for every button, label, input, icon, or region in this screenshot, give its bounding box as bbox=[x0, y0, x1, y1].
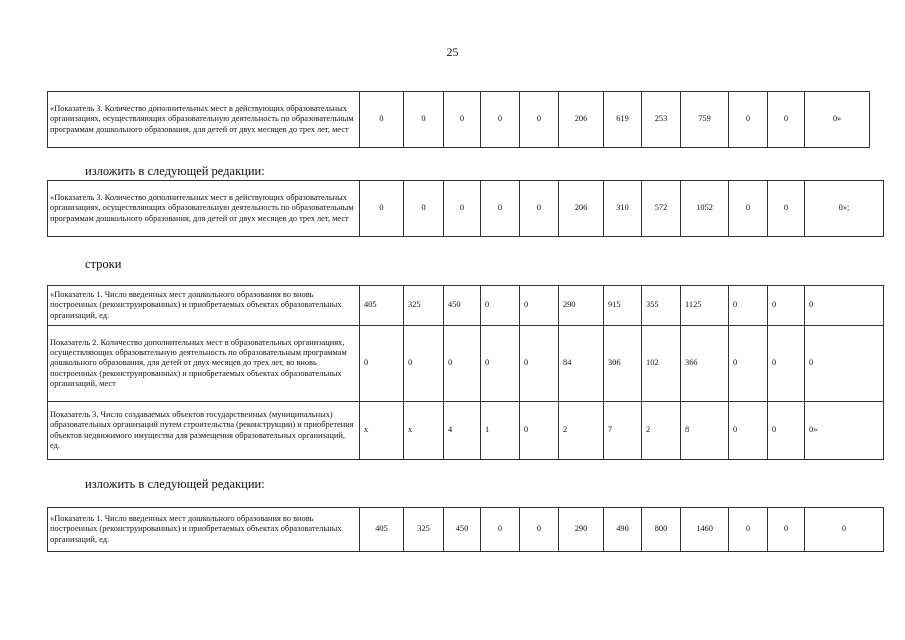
value-cell: 0 bbox=[729, 508, 768, 552]
value-cell: 0 bbox=[520, 508, 559, 552]
indicator-description: Показатель 3. Число создаваемых объектов государственных (муниципальных) образовательных организаций путем строительства (реконструкции) и приобретения объектов недвижимого имущества для размещения образовательных организаций, ед. bbox=[48, 402, 360, 460]
value-cell: 0»; bbox=[805, 181, 884, 237]
value-cell: 450 bbox=[444, 286, 481, 326]
indicator-table-old bbox=[47, 91, 870, 148]
value-cell: x bbox=[404, 402, 444, 460]
indicator-table-final bbox=[47, 507, 884, 552]
value-cell: 0 bbox=[768, 181, 805, 237]
table-row bbox=[48, 508, 884, 552]
value-cell: 0 bbox=[404, 181, 444, 237]
value-cell: 1125 bbox=[681, 286, 729, 326]
value-cell: 0 bbox=[481, 326, 520, 402]
value-cell: 355 bbox=[642, 286, 681, 326]
value-cell: 0 bbox=[481, 286, 520, 326]
value-cell: 0 bbox=[481, 508, 520, 552]
value-cell: 325 bbox=[404, 286, 444, 326]
caption-replace-2: изложить в следующей редакции: bbox=[85, 477, 265, 491]
value-cell: x bbox=[360, 402, 404, 460]
value-cell: 800 bbox=[642, 508, 681, 552]
indicator-description: «Показатель 1. Число введенных мест дошкольного образования во вновь построенных (реконструированных) и приобретаемых объектах образовательных организаций, ед. bbox=[48, 508, 360, 552]
table-row bbox=[48, 286, 884, 326]
value-cell: 0 bbox=[729, 286, 768, 326]
value-cell: 490 bbox=[604, 508, 642, 552]
value-cell: 0» bbox=[805, 402, 884, 460]
value-cell: 0 bbox=[768, 508, 805, 552]
value-cell: 2 bbox=[559, 402, 604, 460]
value-cell: 1052 bbox=[681, 181, 729, 237]
value-cell: 1460 bbox=[681, 508, 729, 552]
value-cell: 572 bbox=[642, 181, 681, 237]
caption-rows: строки bbox=[85, 257, 122, 271]
value-cell: 0 bbox=[481, 181, 520, 237]
caption-replace-1: изложить в следующей редакции: bbox=[85, 164, 265, 178]
value-cell: 0 bbox=[520, 286, 559, 326]
value-cell: 366 bbox=[681, 326, 729, 402]
table-row bbox=[48, 402, 884, 460]
value-cell: 0 bbox=[444, 326, 481, 402]
value-cell: 4 bbox=[444, 402, 481, 460]
value-cell: 450 bbox=[444, 508, 481, 552]
value-cell: 0» bbox=[805, 92, 870, 148]
value-cell: 84 bbox=[559, 326, 604, 402]
value-cell: 405 bbox=[360, 508, 404, 552]
value-cell: 1 bbox=[481, 402, 520, 460]
value-cell: 0 bbox=[444, 181, 481, 237]
value-cell: 0 bbox=[520, 402, 559, 460]
table-row bbox=[48, 181, 884, 237]
value-cell: 0 bbox=[404, 326, 444, 402]
value-cell: 0 bbox=[768, 402, 805, 460]
value-cell: 759 bbox=[681, 92, 729, 148]
indicator-description: Показатель 2. Количество дополнительных мест в образовательных организациях, осуществляющих образовательную деятельность по образовательным программам дошкольного образования, для детей от двух месяцев до трех лет, во вновь построенных (реконструированных) и приобретаемых объектах образовательных организаций, мест bbox=[48, 326, 360, 402]
value-cell: 0 bbox=[444, 92, 481, 148]
value-cell: 290 bbox=[559, 286, 604, 326]
indicator-description: «Показатель 1. Число введенных мест дошкольного образования во вновь построенных (реконструированных) и приобретаемых объектах образовательных организаций, ед. bbox=[48, 286, 360, 326]
value-cell: 405 bbox=[360, 286, 404, 326]
value-cell: 0 bbox=[768, 286, 805, 326]
value-cell: 7 bbox=[604, 402, 642, 460]
value-cell: 0 bbox=[360, 92, 404, 148]
value-cell: 0 bbox=[805, 326, 884, 402]
indicator-table-rows bbox=[47, 285, 884, 460]
value-cell: 0 bbox=[360, 326, 404, 402]
value-cell: 0 bbox=[768, 92, 805, 148]
value-cell: 0 bbox=[360, 181, 404, 237]
value-cell: 253 bbox=[642, 92, 681, 148]
value-cell: 0 bbox=[481, 92, 520, 148]
value-cell: 310 bbox=[604, 181, 642, 237]
value-cell: 0 bbox=[404, 92, 444, 148]
value-cell: 0 bbox=[520, 92, 559, 148]
value-cell: 8 bbox=[681, 402, 729, 460]
value-cell: 306 bbox=[604, 326, 642, 402]
value-cell: 206 bbox=[559, 92, 604, 148]
value-cell: 0 bbox=[729, 326, 768, 402]
value-cell: 206 bbox=[559, 181, 604, 237]
value-cell: 915 bbox=[604, 286, 642, 326]
page-number: 25 bbox=[446, 45, 459, 59]
value-cell: 619 bbox=[604, 92, 642, 148]
value-cell: 0 bbox=[729, 181, 768, 237]
indicator-description: «Показатель 3. Количество дополнительных мест в действующих образовательных организациях, осуществляющих образовательную деятельность по образовательным программам дошкольного образования, для детей от двух месяцев до трех лет, мест bbox=[48, 92, 360, 148]
value-cell: 0 bbox=[805, 286, 884, 326]
table-row bbox=[48, 326, 884, 402]
value-cell: 2 bbox=[642, 402, 681, 460]
value-cell: 0 bbox=[805, 508, 884, 552]
value-cell: 102 bbox=[642, 326, 681, 402]
value-cell: 0 bbox=[520, 181, 559, 237]
indicator-description: «Показатель 3. Количество дополнительных мест в действующих образовательных организациях, осуществляющих образовательную деятельность по образовательным программам дошкольного образования, для детей от двух месяцев до трех лет, мест bbox=[48, 181, 360, 237]
value-cell: 325 bbox=[404, 508, 444, 552]
value-cell: 0 bbox=[729, 92, 768, 148]
value-cell: 0 bbox=[768, 326, 805, 402]
value-cell: 0 bbox=[520, 326, 559, 402]
value-cell: 0 bbox=[729, 402, 768, 460]
value-cell: 290 bbox=[559, 508, 604, 552]
indicator-table-new bbox=[47, 180, 884, 237]
table-row bbox=[48, 92, 870, 148]
